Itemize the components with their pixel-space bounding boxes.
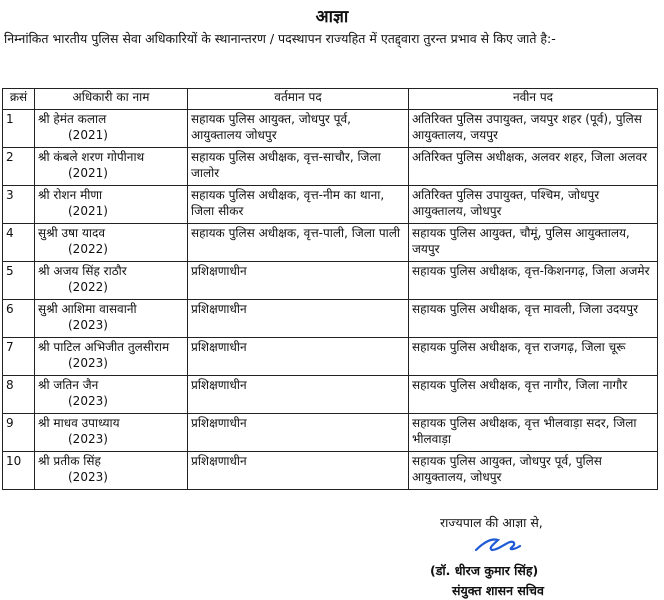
new-post: सहायक पुलिस अधीक्षक, वृत्त-किशनगढ़, जिला अजमेर — [409, 262, 658, 300]
document-title: आज्ञा — [315, 7, 349, 27]
current-post: प्रशिक्षणाधीन — [188, 262, 409, 300]
officer-cell — [35, 262, 188, 300]
officer-name: श्री माधव उपाध्याय — [38, 416, 120, 430]
officer-cell — [35, 452, 188, 490]
new-post: सहायक पुलिस अधीक्षक, वृत्त भीलवाड़ा सदर, जिला भीलवाड़ा — [409, 414, 658, 452]
table-row — [3, 414, 658, 452]
serial-number: 7 — [3, 338, 35, 376]
serial-number: 2 — [3, 148, 35, 186]
current-post: प्रशिक्षणाधीन — [188, 300, 409, 338]
header-current-post: वर्तमान पद — [188, 89, 409, 110]
officer-name: श्री प्रतीक सिंह — [38, 454, 101, 468]
table-row — [3, 452, 658, 490]
current-post: प्रशिक्षणाधीन — [188, 414, 409, 452]
serial-number: 8 — [3, 376, 35, 414]
batch-year: (2023) — [68, 470, 108, 484]
new-post: अतिरिक्त पुलिस अधीक्षक, अलवर शहर, जिला अलवर — [409, 148, 658, 186]
officer-name: सुश्री उषा यादव — [38, 226, 106, 240]
table-row — [3, 186, 658, 224]
header-officer-name: अधिकारी का नाम — [35, 89, 188, 110]
officer-cell — [35, 224, 188, 262]
officer-cell — [35, 300, 188, 338]
new-post: अतिरिक्त पुलिस उपायुक्त, जयपुर शहर (पूर्व), पुलिस आयुक्तालय, जयपुर — [409, 110, 658, 148]
serial-number: 9 — [3, 414, 35, 452]
officer-name: सुश्री आशिमा वासवानी — [38, 302, 137, 316]
new-post: सहायक पुलिस आयुक्त, चौमूं, पुलिस आयुक्तालय, जयपुर — [409, 224, 658, 262]
transfer-table — [2, 88, 658, 490]
new-post: सहायक पुलिस अधीक्षक, वृत्त मावली, जिला उदयपुर — [409, 300, 658, 338]
batch-year: (2021) — [68, 204, 108, 218]
officer-cell — [35, 110, 188, 148]
current-post: प्रशिक्षणाधीन — [188, 452, 409, 490]
batch-year: (2023) — [68, 394, 108, 408]
officer-cell — [35, 148, 188, 186]
header-new-post: नवीन पद — [409, 89, 658, 110]
current-post: सहायक पुलिस अधीक्षक, वृत्त-नीम का थाना, जिला सीकर — [188, 186, 409, 224]
officer-cell — [35, 186, 188, 224]
table-row — [3, 338, 658, 376]
officer-name: श्री जतिन जैन — [38, 378, 99, 392]
new-post: सहायक पुलिस अधीक्षक, वृत्त नागौर, जिला नागौर — [409, 376, 658, 414]
header-serial: क्रसं — [3, 89, 35, 110]
serial-number: 6 — [3, 300, 35, 338]
table-header-row — [3, 89, 658, 110]
serial-number: 4 — [3, 224, 35, 262]
table-row — [3, 110, 658, 148]
batch-year: (2022) — [68, 242, 108, 256]
officer-name: श्री पाटिल अभिजीत तुलसीराम — [38, 340, 170, 354]
signatory-name: (डॉ. धीरज कुमार सिंह) — [430, 563, 539, 578]
intro-text: निम्नांकित भारतीय पुलिस सेवा अधिकारियों के स्थानान्तरण / पदस्थापन राज्यहित में एतद्द्वारा तुरन्त प्रभाव से किए जाते है:- — [4, 31, 556, 46]
new-post: अतिरिक्त पुलिस उपायुक्त, पश्चिम, जोधपुर आयुक्तालय, जोधपुर — [409, 186, 658, 224]
batch-year: (2022) — [68, 280, 108, 294]
new-post: सहायक पुलिस अधीक्षक, वृत्त राजगढ़, जिला चूरू — [409, 338, 658, 376]
batch-year: (2023) — [68, 432, 108, 446]
serial-number: 1 — [3, 110, 35, 148]
serial-number: 3 — [3, 186, 35, 224]
officer-cell — [35, 414, 188, 452]
serial-number: 5 — [3, 262, 35, 300]
serial-number: 10 — [3, 452, 35, 490]
new-post: सहायक पुलिस आयुक्त, जोधपुर पूर्व, पुलिस आयुक्तालय, जोधपुर — [409, 452, 658, 490]
batch-year: (2023) — [68, 356, 108, 370]
current-post: सहायक पुलिस अधीक्षक, वृत्त-साचौर, जिला जालोर — [188, 148, 409, 186]
officer-name: श्री कंबले शरण गोपीनाथ — [38, 150, 145, 164]
current-post: सहायक पुलिस अधीक्षक, वृत्त-पाली, जिला पाली — [188, 224, 409, 262]
table-row — [3, 224, 658, 262]
batch-year: (2021) — [68, 166, 108, 180]
table-row — [3, 300, 658, 338]
signatory-designation: संयुक्त शासन सचिव — [452, 583, 544, 598]
officer-name: श्री अजय सिंह राठौर — [38, 264, 127, 278]
officer-cell — [35, 338, 188, 376]
batch-year: (2021) — [68, 128, 108, 142]
table-row — [3, 262, 658, 300]
table-row — [3, 148, 658, 186]
current-post: सहायक पुलिस आयुक्त, जोधपुर पूर्व, आयुक्तालय जोधपुर — [188, 110, 409, 148]
batch-year: (2023) — [68, 318, 108, 332]
table-row — [3, 376, 658, 414]
officer-name: श्री रोशन मीणा — [38, 188, 103, 202]
officer-cell — [35, 376, 188, 414]
governor-order-line: राज्यपाल की आज्ञा से, — [440, 515, 543, 530]
current-post: प्रशिक्षणाधीन — [188, 376, 409, 414]
current-post: प्रशिक्षणाधीन — [188, 338, 409, 376]
signature-image — [470, 528, 530, 558]
officer-name: श्री हेमंत कलाल — [38, 112, 107, 126]
